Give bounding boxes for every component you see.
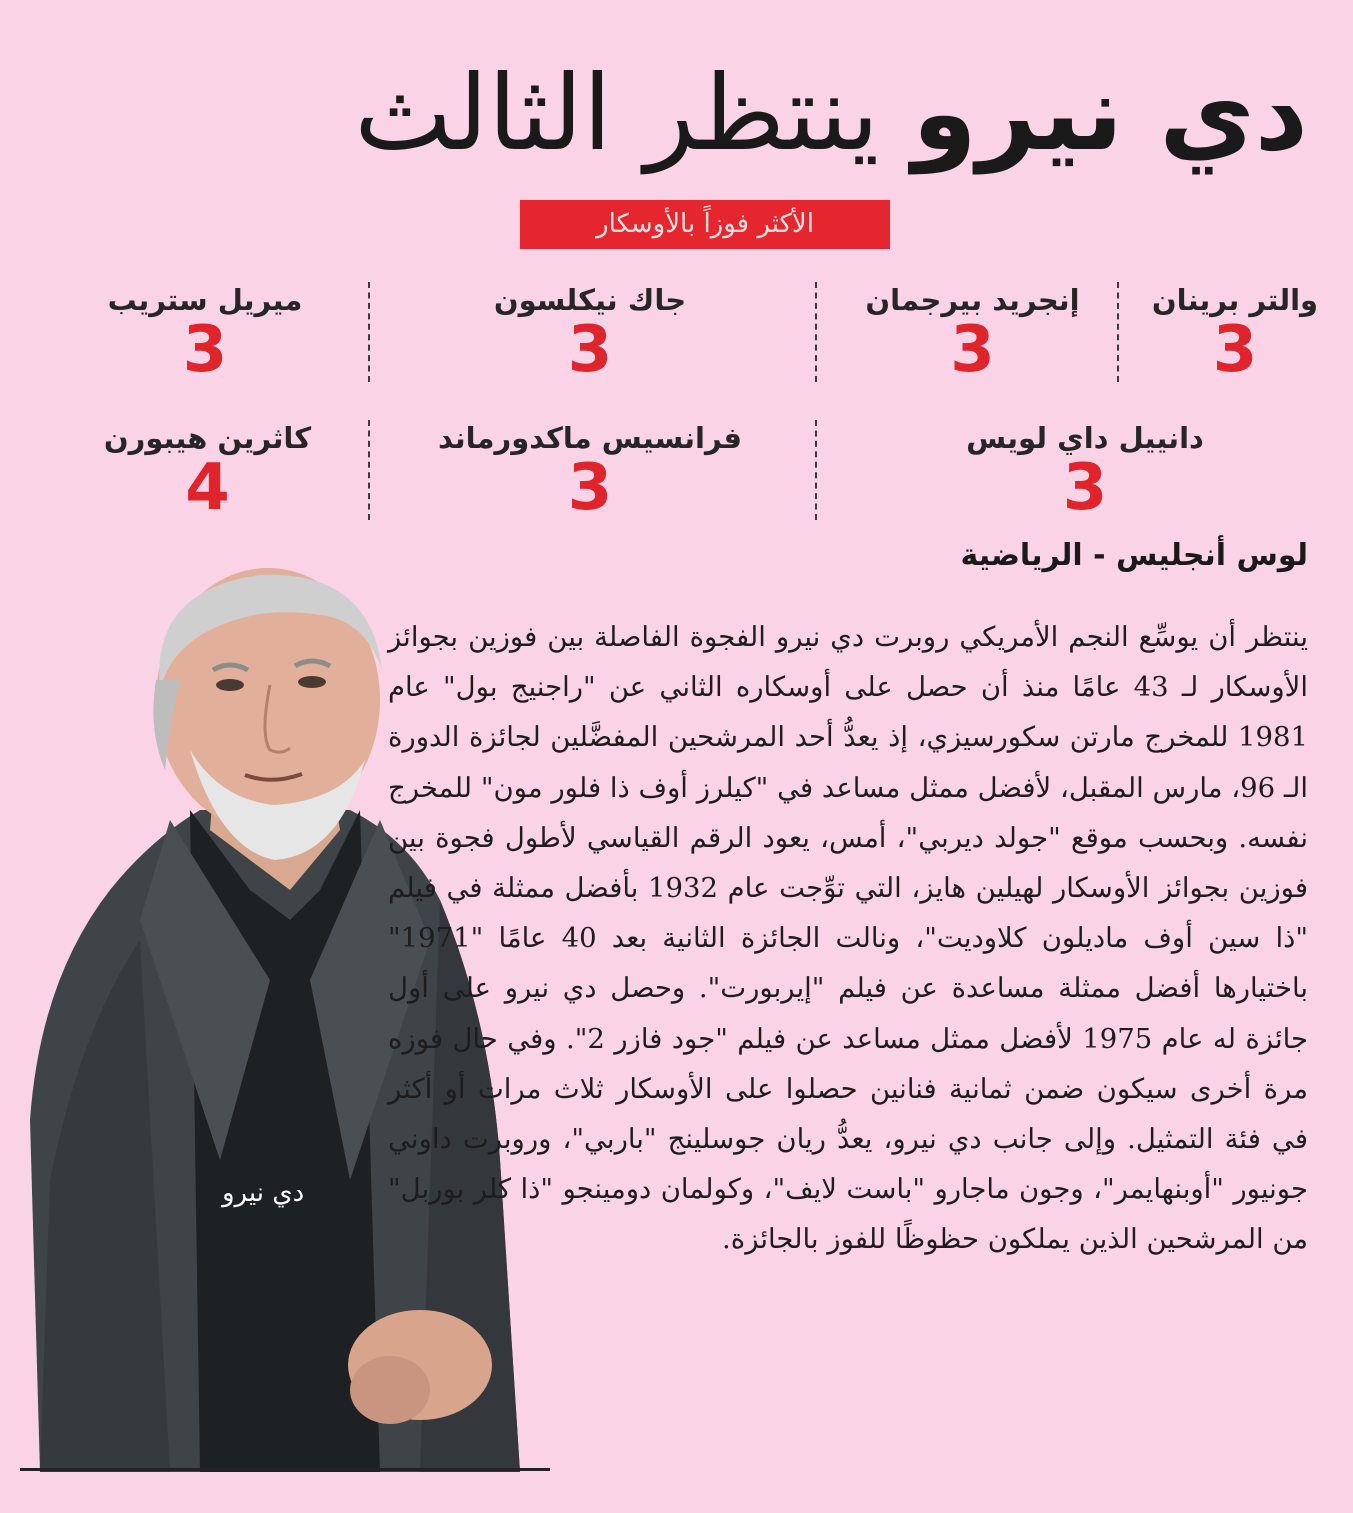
headline-name: دي نيرو	[912, 52, 1308, 174]
stat-name: فرانسيس ماكدورماند	[438, 421, 742, 455]
article-body: ينتظر أن يوسِّع النجم الأمريكي روبرت دي نيرو الفجوة الفاصلة بين فوزين بجوائز الأوسكار لـ 43 عامًا منذ أن حصل على أوسكاره الثاني عن "راجنيج بول" عام 1981 للمخرج مارتن سكورسيزي، إذ يعدُّ أحد المرشحين المفضَّلين لجائزة الدورة الـ 96، مارس المقبل، لأفضل ممثل مساعد في "كيلرز أوف ذا فلور مون" للمخرج نفسه. وبحسب موقع "جولد ديربي"، أمس، يعود الرقم القياسي لأطول فجوة بين فوزين بجوائز الأوسكار لهيلين هايز، التي توِّجت عام 1932 بأفضل ممثلة في فيلم "ذا سين أوف ماديلون كلاوديت"، ونالت الجائزة الثانية بعد 40 عامًا "1971" باختيارها أفضل ممثلة مساعدة عن فيلم "إيربورت". وحصل دي نيرو على أول جائزة له عام 1975 لأفضل ممثل مساعد عن فيلم "جود فازر 2". وفي حال فوزه مرة أخرى سيكون ضمن ثمانية فنانين حصلوا على الأوسكار ثلاث مرات أو أكثر في فئة التمثيل. وإلى جانب دي نيرو، يعدُّ ريان جوسلينج "باربي"، وروبرت داوني جونيور "أوبنهايمر"، وجون ماجارو "باست لايف"، وكولمان دومينجو "ذا كلر بوربل" من المرشحين الذين يملكون حظوظًا للفوز بالجائزة.	[388, 621, 1309, 1256]
stat-jack-nicholson	[440, 282, 740, 386]
stat-wins: 3	[567, 451, 613, 525]
column-divider	[815, 282, 817, 382]
stat-wins: 3	[567, 313, 613, 387]
headline-rest: ينتظر الثالث	[354, 52, 880, 174]
stat-wins: 3	[182, 313, 228, 387]
bottom-rule	[20, 1468, 550, 1471]
stat-wins: 4	[185, 451, 230, 525]
column-divider	[368, 282, 370, 382]
stat-name: جاك نيكلسون	[493, 283, 687, 317]
stat-meryl-streep	[70, 282, 340, 386]
stat-name: ميريل ستريب	[107, 283, 303, 317]
oscar-wins-table	[0, 0, 1353, 540]
dateline: لوس أنجليس - الرياضية	[960, 538, 1308, 573]
stat-name: والتر برينان	[1151, 283, 1319, 317]
stat-daniel-day-lewis	[930, 420, 1240, 524]
stat-wins: 3	[950, 313, 995, 387]
stat-katharine-hepburn	[60, 420, 355, 524]
column-divider	[815, 420, 817, 520]
stat-walter-brennan	[1140, 282, 1330, 386]
stat-wins: 3	[1212, 313, 1258, 387]
stat-name: كاثرين هيبورن	[103, 421, 312, 455]
column-divider	[368, 420, 370, 520]
stat-wins: 3	[1062, 451, 1108, 525]
subtitle-banner: الأكثر فوزاً بالأوسكار	[520, 200, 890, 249]
stat-frances-mcdormand	[395, 420, 785, 524]
stat-name: إنجريد بيرجمان	[865, 283, 1080, 317]
stat-name: دانييل داي لويس	[966, 421, 1204, 455]
photo-caption: دي نيرو	[222, 1178, 305, 1208]
stat-ingrid-bergman	[840, 282, 1105, 386]
column-divider	[1117, 282, 1119, 382]
